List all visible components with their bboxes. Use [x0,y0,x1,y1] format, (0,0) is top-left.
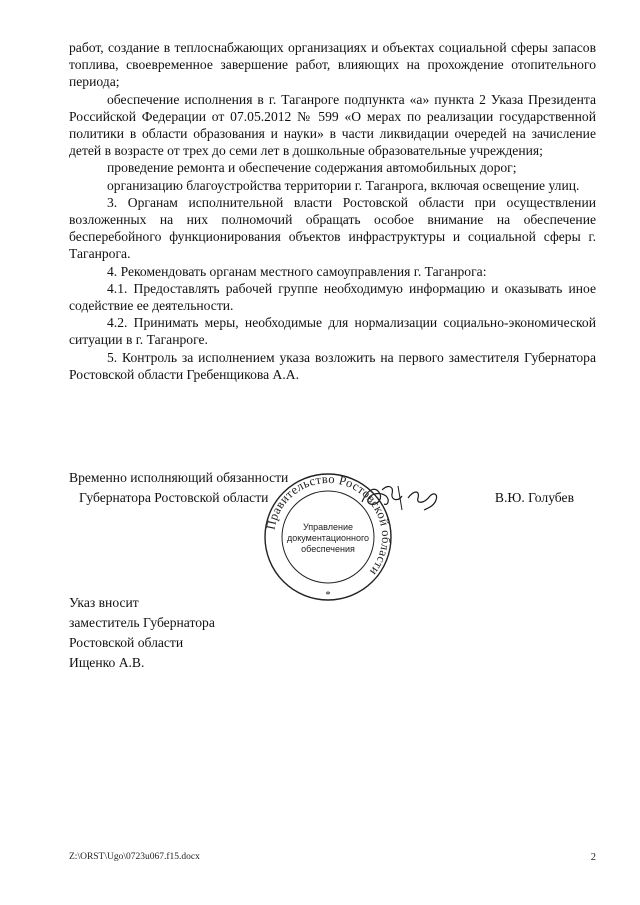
footer-file-path: Z:\ORST\Ugo\0723u067.f15.docx [69,852,200,862]
submitter-line4: Ищенко А.В. [69,655,145,670]
submitter-block [69,593,215,673]
submitter-line3: Ростовской области [69,635,184,650]
paragraph-education-decree: обеспечение исполнения в г. Таганроге подпункта «а» пункта 2 Указа Президента Российской Федерации от 07.05.2012 № 599 «О мерах по реализации государственной политики в области образования и науки» в части ликвидации очередей на зачисление детей в возрасте от трех до семи лет в дошкольные образовательные учреждения; [69,91,596,159]
decree-body [69,39,596,383]
paragraph-roads: проведение ремонта и обеспечение содержания автомобильных дорог; [107,160,517,176]
paragraph-item-5: 5. Контроль за исполнением указа возложить на первого заместителя Губернатора Ростовской области Гребенщикова А.А. [69,349,596,382]
footer-page-number: 2 [590,852,596,863]
signatory-position-line1: Временно исполняющий обязанности [69,470,289,485]
official-seal [260,472,396,602]
seal-outer-text: Правительство Ростовской области [263,472,394,579]
paragraph-landscaping: организацию благоустройства территории г. Таганрога, включая освещение улиц. [107,177,580,193]
signatory-position-line2: Губернатора Ростовской области [79,490,269,505]
seal-inner-line3: обеспечения [301,544,355,554]
submitter-line2: заместитель Губернатора [69,615,215,630]
seal-inner-line2: документационного [286,533,370,543]
paragraph-item-3: 3. Органам исполнительной власти Ростовской области при осуществлении возложенных на них полномочий обращать особое внимание на обеспечение бесперебойного функционирования объектов инфраструктуры и социальной сферы г. Таганрога. [69,194,596,262]
paragraph-item-4-1: 4.1. Предоставлять рабочей группе необходимую информацию и оказывать иное содействие ее деятельности. [69,280,596,314]
seal-star: * [325,589,331,601]
paragraph-heating-continuation: работ, создание в теплоснабжающих организациях и объектах социальной сферы запасов топлива, своевременное завершение работ, влияющих на прохождение отопительного периода; [69,40,596,90]
paragraph-item-4-2: 4.2. Принимать меры, необходимые для нормализации социально-экономической ситуации в г. Таганроге. [69,315,596,348]
paragraph-item-4: 4. Рекомендовать органам местного самоуправления г. Таганрога: [107,263,487,279]
submitter-line1: Указ вносит [69,595,139,610]
seal-inner-line1: Управление [302,522,354,532]
signatory-name: В.Ю. Голубев [494,490,574,505]
